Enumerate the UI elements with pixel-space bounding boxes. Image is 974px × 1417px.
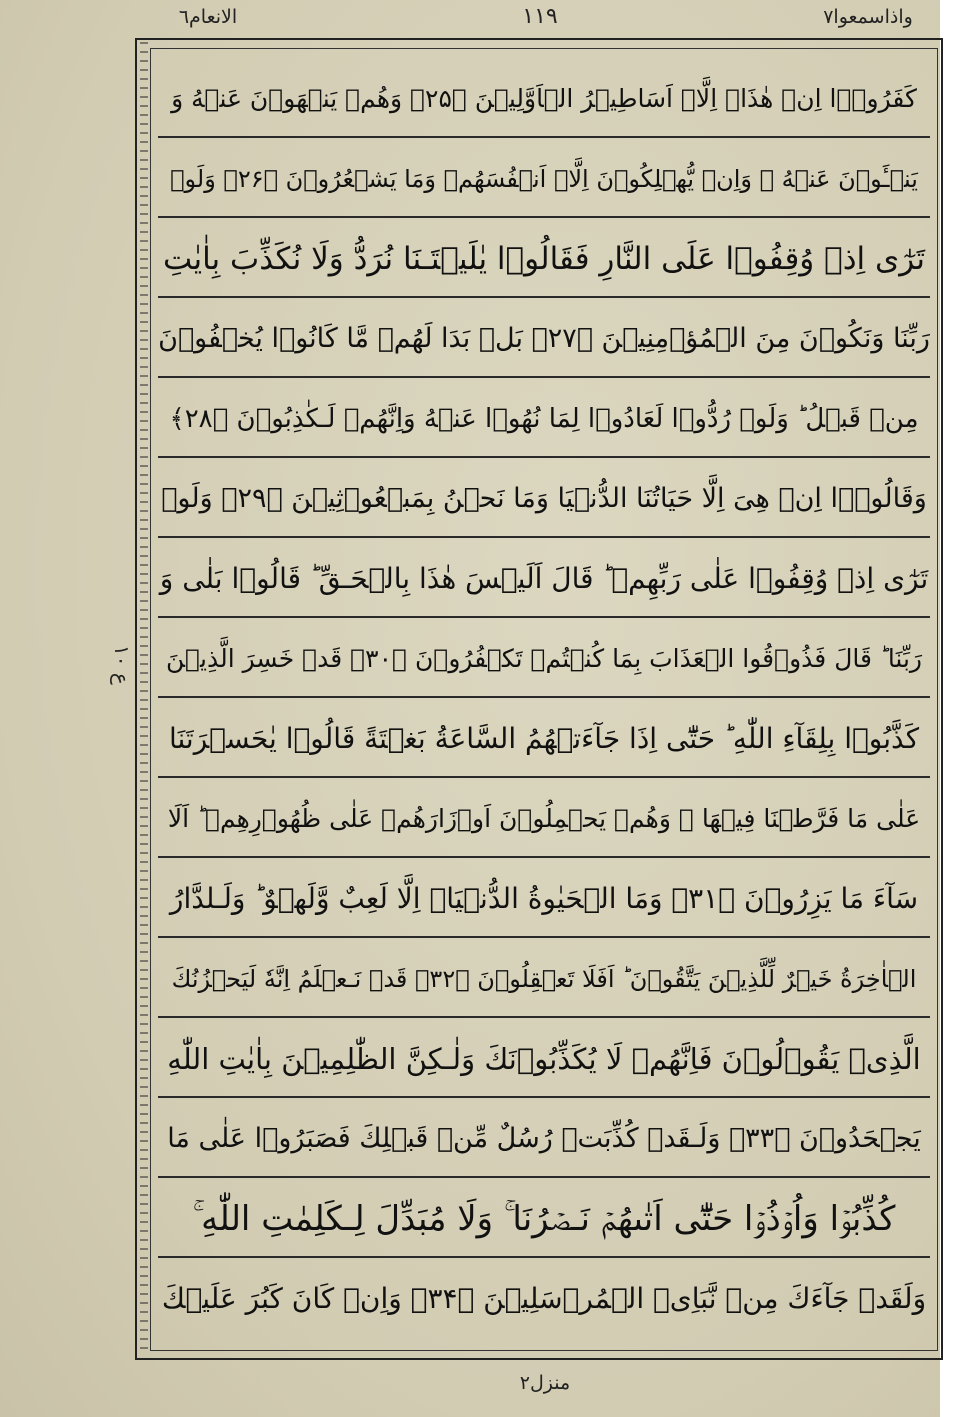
quran-text-area (158, 56, 930, 1344)
text-line: تَرٰٓى اِذۡ وُقِفُوۡا عَلَى النَّارِ فَقَالُوۡا يٰلَيۡتَـنَا نُرَدُّ وَلَا نُكَذِّبَ بِاٰيٰتِ (163, 240, 925, 277)
text-line: تَرٰٓى اِذۡ وُقِفُوۡا عَلٰى رَبِّهِمۡ‌ ؕ قَالَ اَلَيۡسَ هٰذَا بِالۡحَـقِّ‌ ؕ قَالُوۡا بَلٰى وَ (159, 562, 929, 595)
juz-name-header: واذاسمعوا٧ (823, 6, 913, 28)
text-line: رَبِّنَا وَنَكُوۡنَ مِنَ الۡمُؤۡمِنِيۡنَ ﴿۲۷﴾ بَلۡ بَدَا لَهُمۡ مَّا كَانُوۡا يُخۡفُوۡنَ (158, 323, 930, 354)
manzil-footer: منزل٢ (519, 1372, 571, 1394)
text-line: رَبِّنَا‌ ؕ قَالَ فَذُوۡقُوا الۡعَذَابَ بِمَا كُنۡتُمۡ تَكۡفُرُوۡنَ ﴿۳۰﴾ قَدۡ خَسِرَ الَّذِيۡنَ (166, 644, 923, 673)
text-line: سَآءَ مَا يَزِرُوۡنَ ﴿۳۱﴾ وَمَا الۡحَيٰوةُ الدُّنۡيَاۤ اِلَّا لَعِبٌ وَّلَهۡوٌ‌ ؕ وَلَـلدَّارُ (169, 882, 919, 915)
page-number: ١١٩ (522, 4, 558, 29)
text-line: الَّذِىۡ يَقُوۡلُوۡنَ‌ فَاِنَّهُمۡ لَا يُكَذِّبُوۡنَكَ وَلٰـكِنَّ الظّٰلِمِيۡنَ بِاٰيٰتِ اللّٰهِ (167, 1041, 921, 1076)
text-line: مِنۡ قَبۡلُ‌ ؕ وَلَوۡ رُدُّوۡا لَعَادُوۡا لِمَا نُهُوۡا عَنۡهُ وَاِنَّهُمۡ لَـكٰذِبُوۡنَ ﴿۲۸﴾ (169, 403, 919, 434)
text-line: الۡاٰخِرَةُ خَيۡرٌ لِّلَّذِيۡنَ يَتَّقُوۡنَ‌ ؕ اَفَلَا تَعۡقِلُوۡنَ ﴿۳۲﴾ قَدۡ نَـعۡلَمُ اِنَّهٗ لَيَحۡزُنُكَ (171, 964, 917, 993)
text-line: كَذَّبُوۡا بِلِقَآءِ اللّٰهِ‌ ؕ حَتّٰٓى اِذَا جَآءَتۡهُمُ السَّاعَةُ بَغۡتَةً قَالُوۡا يٰحَسۡرَتَنَا (168, 722, 920, 755)
surah-name-header: الانعام٦ (178, 6, 238, 28)
text-line: يَجۡحَدُوۡنَ ﴿۳۳﴾ وَلَـقَدۡ كُذِّبَتۡ رُسُلٌ مِّنۡ قَبۡلِكَ فَصَبَرُوۡا عَلٰى مَا (167, 1123, 921, 1154)
border-ornament (140, 42, 148, 1356)
ruku-margin-mark: ع ١٠ (110, 645, 134, 685)
text-line: عَلٰى مَا فَرَّطۡنَا فِيۡهَا ۙ وَهُمۡ يَحۡمِلُوۡنَ اَوۡزَارَهُمۡ عَلٰى ظُهُوۡرِهِمۡ‌ ؕ اَلَا (167, 804, 921, 833)
text-line: وَلَقَدۡ جَآءَكَ مِنۡ نَّبَاِىۡ الۡمُرۡسَلِيۡنَ ﴿۳۴﴾ وَاِنۡ كَانَ كَبُرَ عَلَيۡكَ (161, 1282, 927, 1315)
text-line: يَنۡـَٔوۡنَ عَنۡهُ‌ ۚ وَاِنۡ يُّهۡلِكُوۡنَ اِلَّاۤ اَنۡفُسَهُمۡ وَمَا يَشۡعُرُوۡنَ ﴿۲۶﴾ وَلَوۡ (170, 164, 918, 193)
text-line: كَفَرُوۡۤا اِنۡ هٰذَاۤ اِلَّاۤ اَسَاطِيۡرُ الۡاَوَّلِيۡنَ ﴿۲۵﴾ وَهُمۡ يَنۡهَوۡنَ عَنۡهُ وَ (171, 84, 917, 113)
text-line: وَقَالُوۡۤا اِنۡ هِىَ اِلَّا حَيَاتُنَا الدُّنۡيَا وَمَا نَحۡنُ بِمَبۡعُوۡثِيۡنَ ﴿۲۹﴾ وَلَوۡ (161, 483, 927, 514)
text-line: كُذِّبُوۡا وَاُوۡذُوۡا حَتّٰٓى اَتٰٮهُمۡ نَـصۡرُنَا‌ ۚ وَلَا مُبَدِّلَ لِـكَلِمٰتِ اللّٰهِ‌ ۚ (192, 1198, 896, 1239)
